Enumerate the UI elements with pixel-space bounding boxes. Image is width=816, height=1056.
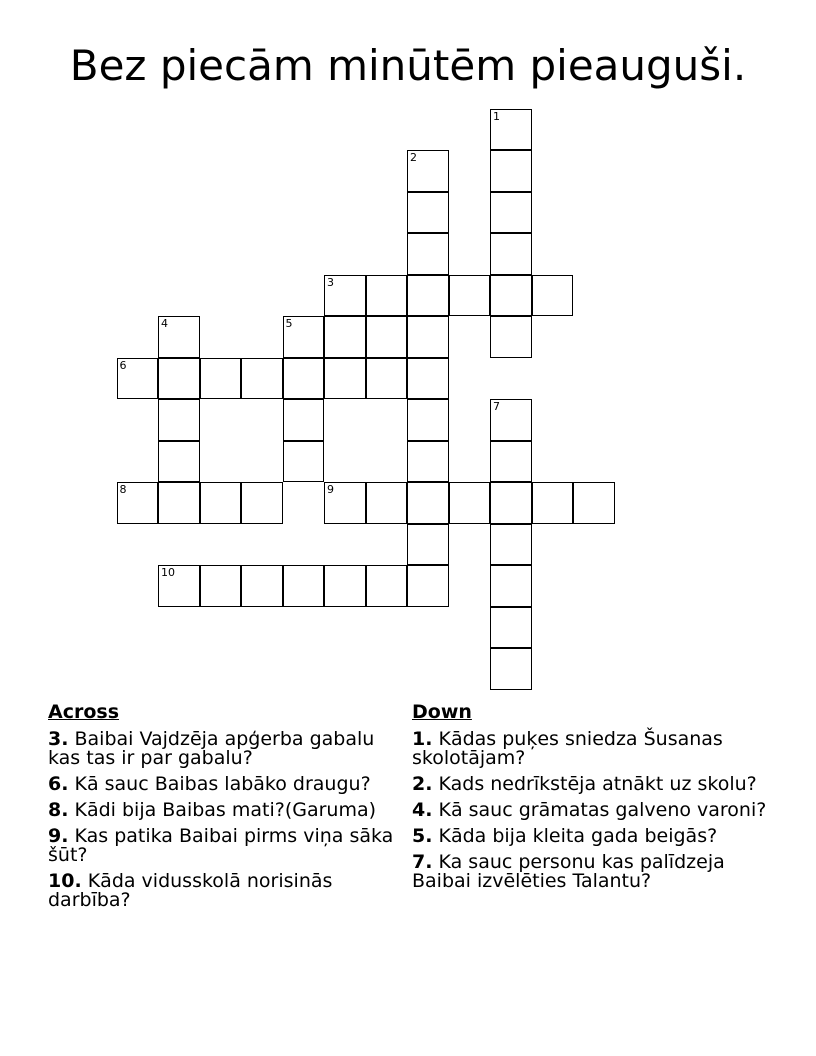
page-title: Bez piecām minūtēm pieauguši. xyxy=(69,41,747,90)
across-clue-10 xyxy=(48,872,408,910)
clue-number-label: 9 xyxy=(327,483,334,496)
grid-cell[interactable] xyxy=(117,482,159,524)
clue-number-label: 3 xyxy=(327,275,334,289)
clue-number-label: 4 xyxy=(161,317,168,330)
clue-number-label: 6 xyxy=(119,358,127,372)
grid-cell[interactable] xyxy=(366,358,408,400)
across-clues xyxy=(48,700,408,917)
clue-number-label: 2 xyxy=(410,151,417,164)
grid-cell[interactable] xyxy=(407,150,449,192)
grid-cell[interactable] xyxy=(407,399,449,441)
grid-cell[interactable] xyxy=(283,441,325,483)
grid-cell[interactable] xyxy=(200,358,242,400)
grid-cell[interactable] xyxy=(490,648,532,690)
grid-cell[interactable] xyxy=(490,441,532,483)
clue-text: Kas patika Baibai pirms viņa sāka šūt? xyxy=(48,825,394,866)
grid-cell[interactable] xyxy=(573,482,615,524)
grid-cell[interactable] xyxy=(283,565,325,607)
grid-cell[interactable] xyxy=(490,109,532,151)
across-heading: Across xyxy=(48,701,120,723)
grid-cell[interactable] xyxy=(407,482,449,524)
grid-cell[interactable] xyxy=(366,316,408,358)
clue-number-label: 1 xyxy=(493,109,500,123)
grid-cell[interactable] xyxy=(158,316,200,358)
grid-cell[interactable] xyxy=(324,316,366,358)
across-clue-8 xyxy=(48,801,408,820)
grid-cell[interactable] xyxy=(490,275,532,317)
grid-cell[interactable] xyxy=(158,399,200,441)
grid-cell[interactable] xyxy=(200,565,242,607)
grid-cell[interactable] xyxy=(283,316,325,358)
grid-cell[interactable] xyxy=(407,275,449,317)
grid-cell[interactable] xyxy=(490,482,532,524)
grid-cell[interactable] xyxy=(407,565,449,607)
clue-number: 6. xyxy=(48,773,69,795)
grid-cell[interactable] xyxy=(324,358,366,400)
clue-number: 10. xyxy=(48,870,82,892)
grid-cell[interactable] xyxy=(490,233,532,275)
grid-cell[interactable] xyxy=(407,316,449,358)
grid-cell[interactable] xyxy=(490,192,532,234)
grid-cell[interactable] xyxy=(324,482,366,524)
grid-cell[interactable] xyxy=(158,482,200,524)
down-clue-7 xyxy=(412,853,772,891)
clue-number-label: 10 xyxy=(161,566,175,579)
grid-cell[interactable] xyxy=(407,441,449,483)
grid-cell[interactable] xyxy=(490,150,532,192)
grid-cell[interactable] xyxy=(241,358,283,400)
clue-text: Kādi bija Baibas mati?(Garuma) xyxy=(68,799,377,821)
grid-cell[interactable] xyxy=(490,565,532,607)
down-clue-4 xyxy=(412,801,772,820)
clue-text: Kāda bija kleita gada beigās? xyxy=(432,825,718,847)
grid-cell[interactable] xyxy=(532,482,574,524)
down-clue-5 xyxy=(412,827,772,846)
clue-number: 1. xyxy=(412,728,433,750)
clue-number: 4. xyxy=(412,799,433,821)
grid-cell[interactable] xyxy=(407,233,449,275)
grid-cell[interactable] xyxy=(407,524,449,566)
clue-text: Kads nedrīkstēja atnākt uz skolu? xyxy=(432,773,757,795)
across-clue-6 xyxy=(48,775,408,794)
grid-cell[interactable] xyxy=(324,565,366,607)
grid-cell[interactable] xyxy=(407,192,449,234)
down-clue-1 xyxy=(412,730,772,768)
clue-number-label: 8 xyxy=(119,483,127,496)
clue-text: Ka sauc personu kas palīdzeja Baibai izvēlēties Talantu? xyxy=(412,851,725,892)
down-clue-2 xyxy=(412,775,772,794)
clue-number: 3. xyxy=(48,728,69,750)
grid-cell[interactable] xyxy=(158,565,200,607)
grid-cell[interactable] xyxy=(490,316,532,358)
grid-cell[interactable] xyxy=(490,607,532,649)
clue-number-label: 5 xyxy=(285,317,293,330)
clue-number: 7. xyxy=(412,851,433,873)
grid-cell[interactable] xyxy=(490,524,532,566)
grid-cell[interactable] xyxy=(200,482,242,524)
grid-cell[interactable] xyxy=(532,275,574,317)
grid-cell[interactable] xyxy=(241,565,283,607)
grid-cell[interactable] xyxy=(283,358,325,400)
grid-cell[interactable] xyxy=(241,482,283,524)
clue-text: Kāda vidusskolā norisinās darbība? xyxy=(48,870,333,911)
grid-cell[interactable] xyxy=(449,275,491,317)
grid-cell[interactable] xyxy=(366,275,408,317)
clue-number: 5. xyxy=(412,825,433,847)
grid-cell[interactable] xyxy=(158,441,200,483)
clue-number: 2. xyxy=(412,773,433,795)
clue-text: Kā sauc grāmatas galveno varoni? xyxy=(432,799,767,821)
grid-cell[interactable] xyxy=(158,358,200,400)
down-heading: Down xyxy=(412,701,472,723)
grid-cell[interactable] xyxy=(117,358,159,400)
clue-text: Kā sauc Baibas labāko draugu? xyxy=(68,773,371,795)
grid-cell[interactable] xyxy=(490,399,532,441)
grid-cell[interactable] xyxy=(407,358,449,400)
grid-cell[interactable] xyxy=(366,482,408,524)
grid-cell[interactable] xyxy=(324,275,366,317)
clue-number: 9. xyxy=(48,825,69,847)
grid-cell[interactable] xyxy=(283,399,325,441)
clue-text: Baibai Vajdzēja apģerba gabalu kas tas ir par gabalu? xyxy=(48,728,375,769)
down-clues xyxy=(412,700,772,898)
across-clue-list xyxy=(48,730,408,910)
clue-number: 8. xyxy=(48,799,69,821)
down-clue-list xyxy=(412,730,772,891)
clue-text: Kādas puķes sniedza Šusanas skolotājam? xyxy=(412,728,723,769)
clue-number-label: 7 xyxy=(493,400,500,413)
grid-cell[interactable] xyxy=(366,565,408,607)
grid-cell[interactable] xyxy=(449,482,491,524)
across-clue-9 xyxy=(48,827,408,865)
across-clue-3 xyxy=(48,730,408,768)
